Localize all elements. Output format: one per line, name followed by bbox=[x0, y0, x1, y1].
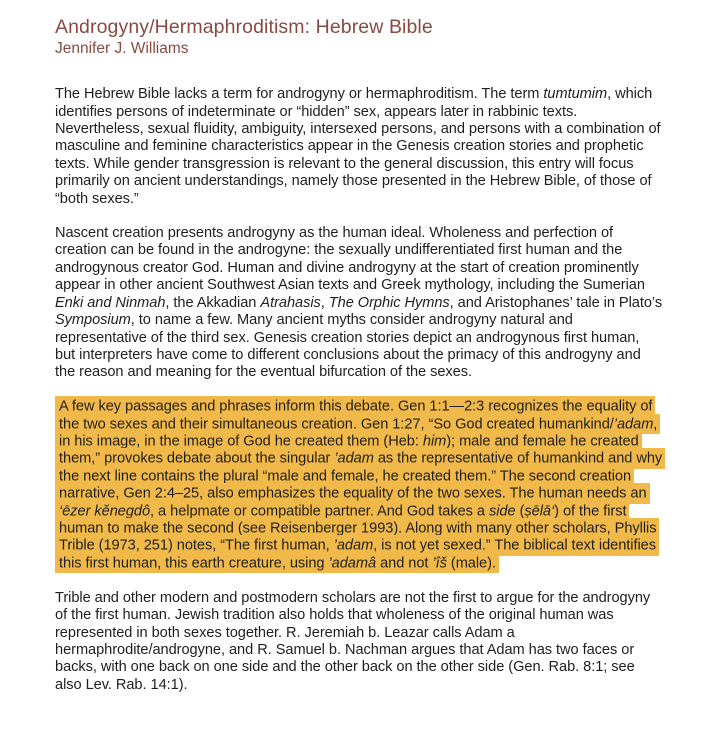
paragraph-nascent-creation: Nascent creation presents androgyny as the human ideal. Wholeness and perfection of creation can be found in the androgyne: the sexually undifferentiated first human and the androgynous creator God. Human and divine androgyny at the start of creation prominently appear in other ancient Southwest Asian texts and Greek mythology, including the Sumerian Enki and Ninmah, the Akkadian Atrahasis, The Orphic Hymns, and Aristophanes’ tale in Plato’s Symposium, to name a few. Many ancient myths consider androgyny natural and representative of the third sex. Genesis creation stories depict an androgynous first human, but interpreters have come to different conclusions about the primacy of this androgyny and the reason and meaning for the eventual bifurcation of the sexes. bbox=[55, 225, 663, 381]
article-body bbox=[55, 86, 663, 694]
highlighted-text: A few key passages and phrases inform this debate. Gen 1:1—2:3 recognizes the equality of the two sexes and their simultaneous creation. Gen 1:27, “So God created humankind/’adam, in his image, in the image of God he created them (Heb: him); male and female he created them,” provokes debate about the singular ’adam as the representative of humankind and why the next line contains the plural “male and female, he created them.” The second creation narrative, Gen 2:4–25, also emphasizes the equality of the two sexes. The human needs an ‘ēzer kĕnegdô, a helpmate or compatible partner. And God takes a side (ṣēlā‘) of the first human to make the second (see Reisenberger 1993). Along with many other scholars, Phyllis Trible (1973, 251) notes, “The first human, ’adam, is not yet sexed.” The biblical text identifies this first human, this earth creature, using ’adamâ and not ’îš (male). bbox=[55, 396, 665, 573]
page-author: Jennifer J. Williams bbox=[55, 40, 189, 58]
paragraph-key-passages-highlighted bbox=[55, 399, 663, 573]
paragraph-trible-tradition: Trible and other modern and postmodern scholars are not the first to argue for the androgyny of the first human. Jewish tradition also holds that wholeness of the original human was represented in both sexes together. R. Jeremiah b. Leazar calls Adam a hermaphrodite/androgyne, and R. Samuel b. Nachman argues that Adam has two faces or backs, with one back on one side and the other back on the other side (Gen. Rab. 8:1; see also Lev. Rab. 14:1). bbox=[55, 589, 651, 693]
page-title: Androgyny/Hermaphroditism: Hebrew Bible bbox=[55, 16, 433, 38]
paragraph-intro: The Hebrew Bible lacks a term for androgyny or hermaphroditism. The term tumtumim, which identifies persons of indeterminate or “hidden” sex, appears later in rabbinic texts. Nevertheless, sexual fluidity, ambiguity, intersexed persons, and persons with a combination of masculine and feminine characteristics appear in the Genesis creation stories and prophetic texts. While gender transgression is relevant to the general discussion, this entry will focus primarily on ancient understandings, namely those presented in the Hebrew Bible, of those of “both sexes.” bbox=[55, 86, 661, 207]
